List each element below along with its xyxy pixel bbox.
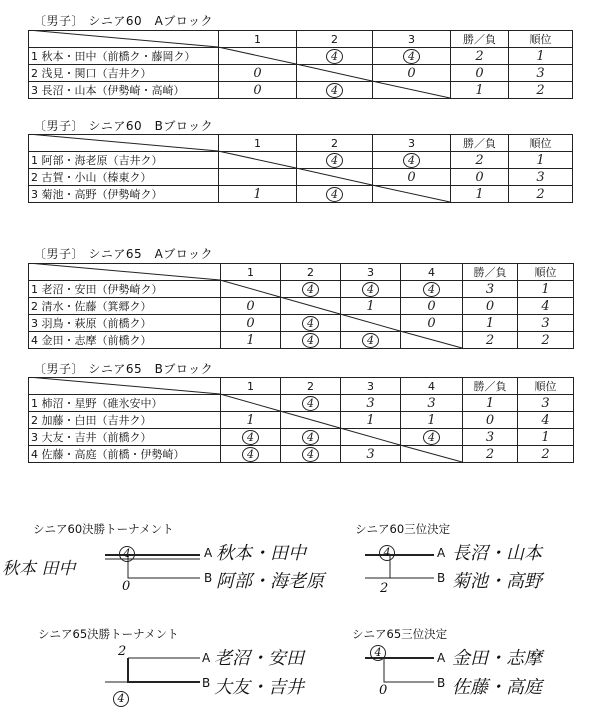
score-cell [373,152,451,169]
col-header: 2 [297,31,373,48]
col-header: 勝／負 [451,31,509,48]
slot-a-label: A [437,651,446,665]
slot-b-name: 阿部・海老原 [216,571,324,592]
score-cell [401,429,463,446]
score-cell [221,446,281,463]
table-row [29,281,574,298]
score-cell [221,429,281,446]
rank-cell: 4 [518,298,574,315]
winner-handwritten: 秋本 田中 [2,559,76,579]
col-header: 勝／負 [451,135,509,152]
block-title: 〔男子〕 シニア60 Bブロック [34,119,214,133]
win-circle: 4 [302,316,319,331]
win-circle: 4 [362,333,379,348]
slot-a-label: A [204,546,213,560]
team-name: 3 大友・吉井（前橋ク） [29,429,221,446]
score-cell [281,395,341,412]
team-name: 2 古賀・小山（榛東ク） [29,169,219,186]
table-row [29,429,574,446]
score-cell: 0 [373,169,451,186]
score-cell: 0 [401,315,463,332]
team-name: 4 佐藤・高庭（前橋・伊勢崎） [29,446,221,463]
bracket-lines [362,545,437,590]
block-title: 〔男子〕 シニア60 Aブロック [34,14,214,28]
wins-cell: 2 [463,446,518,463]
corner-cell [29,135,219,152]
score-cell: 0 [401,298,463,315]
round-robin-table [28,377,574,463]
col-header: 1 [219,31,297,48]
score-a: 4 [379,545,395,561]
col-header: 順位 [518,264,574,281]
table-row [29,315,574,332]
bracket-title: シニア60三位決定 [355,522,451,536]
score-cell [297,82,373,99]
rank-cell: 3 [518,395,574,412]
score-cell: 1 [341,298,401,315]
header-row [29,264,574,281]
round-robin-table [28,134,573,203]
score-cell: 0 [219,65,297,82]
win-circle: 4 [326,153,343,168]
score-cell: 0 [221,298,281,315]
win-circle: 4 [302,447,319,462]
score-cell [341,315,401,332]
rank-cell: 1 [518,429,574,446]
score-cell: 0 [219,82,297,99]
table-row [29,446,574,463]
score-cell [297,152,373,169]
team-name: 3 羽鳥・萩原（前橋ク） [29,315,221,332]
round-robin-table [28,263,574,349]
win-circle: 4 [242,447,259,462]
win-circle: 4 [423,282,440,297]
rank-cell: 3 [509,169,573,186]
rank-cell: 4 [518,412,574,429]
col-header: 3 [341,264,401,281]
wins-cell: 0 [463,412,518,429]
corner-cell [29,378,221,395]
bracket-lines [100,545,205,590]
table-row [29,298,574,315]
score-cell [281,412,341,429]
slot-b-label: B [204,571,213,585]
col-header: 3 [373,31,451,48]
score-cell: 1 [401,412,463,429]
wins-cell: 1 [463,395,518,412]
bracket-lines [100,648,205,693]
team-name: 3 菊池・高野（伊勢崎ク） [29,186,219,203]
team-name: 2 清水・佐藤（箕郷ク） [29,298,221,315]
slot-a-label: A [437,546,446,560]
score-cell [401,446,463,463]
header-row [29,378,574,395]
round-robin-table [28,30,573,99]
table-row [29,186,573,203]
slot-a-name: 秋本・田中 [216,543,306,564]
win-circle: 4 [423,430,440,445]
win-circle: 4 [326,83,343,98]
score-cell [221,395,281,412]
table-row [29,65,573,82]
win-circle: 4 [302,396,319,411]
table-row [29,82,573,99]
score-b: 0 [379,683,388,698]
score-cell [341,332,401,349]
slot-a-name: 老沼・安田 [214,648,304,669]
col-header: 2 [281,378,341,395]
corner-cell [29,31,219,48]
win-circle: 4 [302,282,319,297]
col-header: 勝／負 [463,264,518,281]
score-b: 4 [113,691,129,707]
wins-cell: 2 [451,152,509,169]
wins-cell: 1 [451,186,509,203]
bracket-title: シニア60決勝トーナメント [33,522,174,536]
score-cell [373,186,451,203]
slot-a-label: A [202,651,211,665]
col-header: 2 [297,135,373,152]
score-cell [297,169,373,186]
score-cell [401,281,463,298]
score-cell: 3 [401,395,463,412]
block-title: 〔男子〕 シニア65 Aブロック [34,247,214,261]
score-cell: 1 [219,186,297,203]
score-cell [401,332,463,349]
table-row [29,169,573,186]
score-cell [373,48,451,65]
win-circle: 4 [362,282,379,297]
win-circle: 4 [403,153,420,168]
score-cell [373,82,451,99]
score-cell [281,298,341,315]
rank-cell: 2 [509,82,573,99]
rank-cell: 3 [518,315,574,332]
bracket-title: シニア65三位決定 [352,627,448,641]
score-cell [281,281,341,298]
win-circle: 4 [326,49,343,64]
corner-cell [29,264,221,281]
win-circle: 4 [302,333,319,348]
slot-b-label: B [202,676,211,690]
table-row [29,332,574,349]
rank-cell: 2 [509,186,573,203]
score-cell: 3 [341,395,401,412]
rank-cell: 1 [518,281,574,298]
col-header: 順位 [518,378,574,395]
col-header: 1 [219,135,297,152]
score-cell: 0 [373,65,451,82]
win-circle: 4 [326,187,343,202]
score-cell [297,65,373,82]
wins-cell: 0 [451,65,509,82]
score-cell: 0 [221,315,281,332]
score-cell [341,429,401,446]
team-name: 1 阿部・海老原（吉井ク） [29,152,219,169]
col-header: 勝／負 [463,378,518,395]
wins-cell: 2 [451,48,509,65]
header-row [29,31,573,48]
score-a: 4 [119,546,135,562]
score-cell [341,281,401,298]
score-b: 0 [122,579,131,594]
col-header: 1 [221,264,281,281]
win-circle: 4 [242,430,259,445]
team-name: 3 長沼・山本（伊勢崎・高崎） [29,82,219,99]
score-cell [297,186,373,203]
col-header: 1 [221,378,281,395]
table-row [29,152,573,169]
table-row [29,412,574,429]
score-cell [221,281,281,298]
score-cell [281,446,341,463]
slot-b-name: 菊池・高野 [452,571,542,592]
team-name: 1 秋本・田中（前橋ク・藤岡ク） [29,48,219,65]
team-name: 1 柿沼・星野（碓氷安中） [29,395,221,412]
slot-a-name: 金田・志摩 [452,648,542,669]
slot-b-label: B [437,571,446,585]
score-cell [281,332,341,349]
rank-cell: 3 [509,65,573,82]
rank-cell: 2 [518,446,574,463]
col-header: 2 [281,264,341,281]
col-header: 3 [341,378,401,395]
score-cell [219,152,297,169]
slot-b-name: 大友・吉井 [214,677,304,698]
wins-cell: 3 [463,281,518,298]
slot-a-name: 長沼・山本 [452,543,542,564]
wins-cell: 1 [463,315,518,332]
score-b: 2 [380,581,389,596]
wins-cell: 0 [463,298,518,315]
score-cell [281,315,341,332]
col-header: 順位 [509,31,573,48]
team-name: 1 老沼・安田（伊勢崎ク） [29,281,221,298]
win-circle: 4 [302,430,319,445]
table-row [29,395,574,412]
col-header: 3 [373,135,451,152]
score-cell [219,48,297,65]
score-a: 4 [370,645,386,661]
score-cell: 3 [341,446,401,463]
score-a: 2 [118,644,127,659]
rank-cell: 1 [509,152,573,169]
header-row [29,135,573,152]
slot-b-name: 佐藤・高庭 [452,677,542,698]
bracket-title: シニア65決勝トーナメント [38,627,179,641]
wins-cell: 3 [463,429,518,446]
rank-cell: 2 [518,332,574,349]
team-name: 2 加藤・白田（吉井ク） [29,412,221,429]
wins-cell: 1 [451,82,509,99]
wins-cell: 2 [463,332,518,349]
team-name: 4 金田・志摩（前橋ク） [29,332,221,349]
rank-cell: 1 [509,48,573,65]
slot-b-label: B [437,676,446,690]
col-header: 4 [401,378,463,395]
team-name: 2 浅見・関口（吉井ク） [29,65,219,82]
score-cell [281,429,341,446]
col-header: 4 [401,264,463,281]
score-cell [297,48,373,65]
table-row [29,48,573,65]
wins-cell: 0 [451,169,509,186]
win-circle: 4 [403,49,420,64]
score-cell [219,169,297,186]
col-header: 順位 [509,135,573,152]
score-cell: 1 [341,412,401,429]
score-cell: 1 [221,412,281,429]
block-title: 〔男子〕 シニア65 Bブロック [34,362,214,376]
score-cell: 1 [221,332,281,349]
